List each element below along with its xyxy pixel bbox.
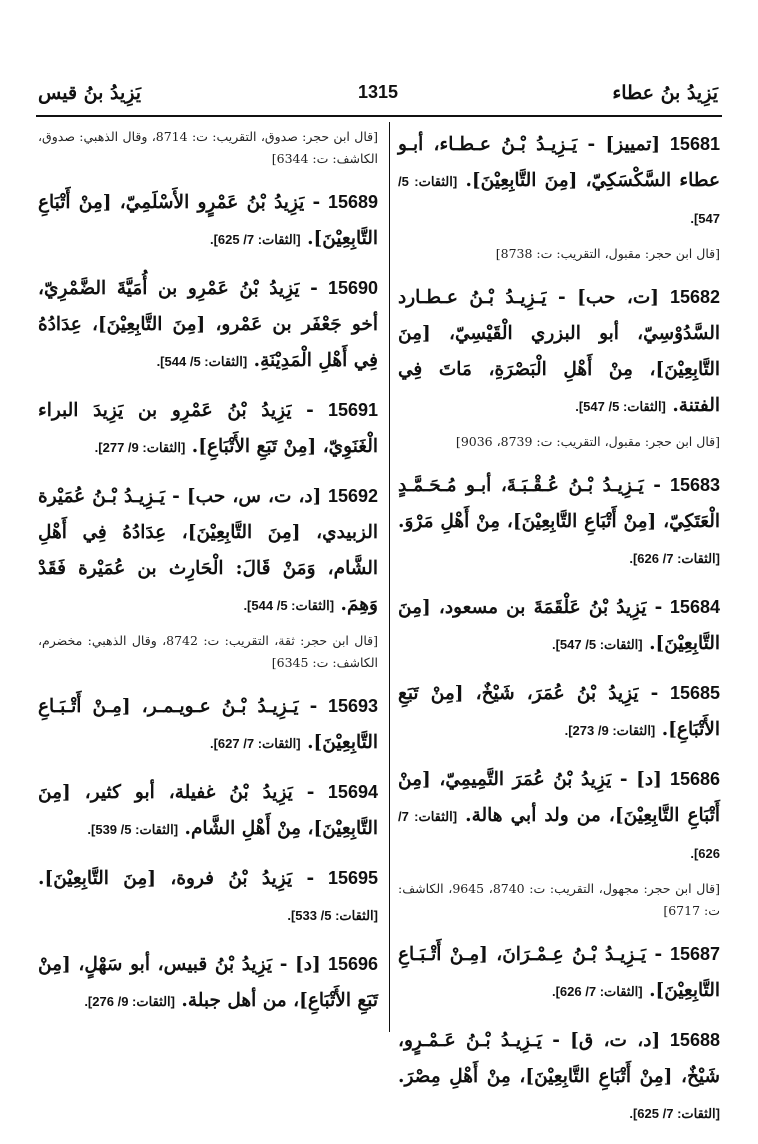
entry-number: 15695 — [327, 868, 378, 888]
entry-15695 — [38, 860, 378, 934]
entry-number: 15682 — [669, 287, 720, 307]
entry-reference: [الثقات: 5/ 547]. — [551, 637, 643, 652]
entry-footnote: [قال ابن حجر: ثقة، التقريب: ت: 8742، وقال الذهبي: مخضرم، الكاشف: ت: 6345] — [38, 633, 378, 670]
entry-reference: [الثقات: 5/ 539]. — [87, 822, 179, 837]
entry-text: - يَزِيدُ بْنُ فروة، [مِنَ التَّابِعِيْنَ]. — [38, 868, 315, 889]
entry-reference: [الثقات: 7/ 626]. — [629, 551, 720, 566]
entry-15694 — [38, 774, 378, 848]
entry-number: 15696 — [327, 954, 378, 974]
entry-reference: [الثقات: 7/ 626]. — [398, 809, 720, 861]
entry-reference: [الثقات: 9/ 277]. — [94, 440, 186, 455]
entry-15686 — [398, 761, 720, 922]
entry-number: 15688 — [669, 1030, 720, 1050]
entry-number: 15686 — [669, 769, 720, 789]
entry-text: [د] - يَزِيدُ بْنُ قبيس، أبو سَهْلٍ، [مِنْ تَبَعِ الأَتْبَاعِ]، من أهل جبلة. — [38, 954, 378, 1011]
entry-number: 15694 — [327, 782, 378, 802]
entry-text: - يَـزِيـدُ بْـنُ عِـمْـرَانَ، [مِـنْ أَتْـبَـاعِ التَّابِعِيْنَ]. — [398, 944, 720, 1001]
entry-number: 15691 — [327, 400, 378, 420]
entry-number: 15693 — [327, 696, 378, 716]
entry-footnote: [قال ابن حجر: مجهول، التقريب: ت: 8740، 9645، الكاشف: ت: 6717] — [398, 881, 720, 918]
entry-reference: [الثقات: 7/ 625]. — [629, 1106, 720, 1121]
left-column — [38, 126, 378, 1032]
entry-number: 15681 — [669, 134, 720, 154]
entry-reference: [الثقات: 9/ 273]. — [564, 723, 656, 738]
entry-text: - يَزِيدُ بْنُ غفيلة، أبو كثير، [مِنَ التَّابِعِيْنَ]، مِنْ أَهْلِ الشَّام. — [38, 782, 378, 839]
entry-number: 15684 — [669, 597, 720, 617]
page-number: 1315 — [357, 82, 399, 102]
running-title-left: يَزِيدُ بنُ قيس — [38, 82, 142, 104]
entry-text: - يَزِيدُ بْنُ عَمْرٍو الأَسْلَمِيّ، [مِنْ أَتْبَاعِ التَّابِعِيْنَ]. — [38, 192, 378, 249]
entry-text: [د، ت، س، حب] - يَـزِيـدُ بْـنُ عُمَيْرة الزبيدي، [مِنَ التَّابِعِيْنَ]، عِدَادُهُ فِي أَهْلِ الشَّام، وَمَنْ قَالَ: الْحَارِث بن عُمَيْرة فَقَدْ وَهِمَ. — [38, 486, 378, 615]
entry-15682 — [398, 279, 720, 453]
entry-15687 — [398, 936, 720, 1010]
entry-number: 15690 — [327, 278, 378, 298]
running-title-right: يَزِيدُ بنُ عطاء — [612, 82, 718, 104]
entry-reference: [الثقات: 5/ 544]. — [243, 598, 335, 613]
entry-text: - يَزِيدُ بْنُ عَلْقَمَةَ بن مسعود، [مِنَ التَّابِعِيْنَ]. — [398, 597, 720, 654]
entry-reference: [الثقات: 5/ 544]. — [156, 354, 248, 369]
entry-15683 — [398, 467, 720, 577]
entry-number: 15692 — [327, 486, 378, 506]
entry-footnote: [قال ابن حجر: مقبول، التقريب: ت: 8739، 9036] — [455, 434, 720, 449]
entry-15690 — [38, 270, 378, 380]
entry-number: 15685 — [669, 683, 720, 703]
entry-text: - يَزِيدُ بْنُ عَمْرِو بن أُمَيَّةَ الضَّمْرِيّ، أخو جَعْفَر بن عَمْرو، [مِنَ التَّابِعِيْنَ]، عِدَادُهُ فِي أَهْلِ الْمَدِيْنَةِ. — [38, 278, 378, 371]
entry-text: - يَزِيدُ بْنُ عُمَرَ، شَيْخٌ، [مِنْ تَبَعِ الأَتْبَاعِ]. — [398, 683, 720, 740]
entry-text: [ت، حب] - يَـزِيـدُ بْـنُ عـطـارد السَّدُوْسِيّ، أبو البزري الْقَيْسِيّ، [مِنَ التَّابِعِيْنَ]، مِنْ أَهْلِ الْبَصْرَةِ، مَاتَ فِي الفتنة. — [398, 287, 720, 416]
entry-15689 — [38, 184, 378, 258]
page-header — [38, 82, 718, 112]
entry-15691 — [38, 392, 378, 466]
entry-reference: [الثقات: 7/ 625]. — [209, 232, 301, 247]
entry-text: [د] - يَزِيدُ بْنُ عُمَرَ التَّمِيمِيّ، [مِنْ أَتْبَاعِ التَّابِعِيْنَ]، من ولد أبي هالة. — [398, 769, 720, 826]
entry-reference: [الثقات: 7/ 626]. — [551, 984, 643, 999]
right-column — [398, 126, 720, 1144]
column-separator — [389, 122, 390, 1032]
entry-reference: [الثقات: 5/ 547]. — [575, 399, 666, 414]
entry-15696 — [38, 946, 378, 1020]
entry-15693 — [38, 688, 378, 762]
entry-reference: [الثقات: 5/ 533]. — [287, 908, 378, 923]
entry-reference: [الثقات: 7/ 627]. — [209, 736, 301, 751]
entry-text: [د، ت، ق] - يَـزِيـدُ بْـنُ عَـمْـرٍو، شَيْخٌ، [مِنْ أَتْبَاعِ التَّابِعِيْنَ]، مِنْ أَهْلِ مِصْرَ. — [398, 1030, 720, 1087]
entry-footnote: [قال ابن حجر: مقبول، التقريب: ت: 8738] — [495, 246, 720, 261]
entry-number: 15687 — [669, 944, 720, 964]
entry-reference: [الثقات: 5/ 547]. — [398, 174, 720, 226]
entry-text: [تمييز] - يَـزِيـدُ بْـنُ عـطـاء، أبـو عطاء السَّكْسَكِيّ، [مِنَ التَّابِعِيْنَ]. — [398, 134, 720, 191]
entry-number: 15689 — [327, 192, 378, 212]
entry-15692 — [38, 478, 378, 674]
entry-text: - يَزِيدُ بْنُ عَمْرِو بن يَزِيدَ البراء الْغَنَوِيّ، [مِنْ تَبَعِ الأَتْبَاعِ]. — [38, 400, 378, 457]
entry-15681 — [398, 126, 720, 265]
entry-15684 — [398, 589, 720, 663]
entry-15688 — [398, 1022, 720, 1132]
entry-number: 15683 — [669, 475, 720, 495]
continued-footnote — [38, 126, 378, 170]
header-rule — [36, 115, 722, 117]
entry-reference: [الثقات: 9/ 276]. — [84, 994, 175, 1009]
entry-15685 — [398, 675, 720, 749]
entry-text: - يَـزِيـدُ بْـنُ عُـقْـبَـةَ، أبـو مُـحَـمَّـدٍ الْعَتَكِيّ، [مِنْ أَتْبَاعِ التَّابِعِيْنَ]، مِنْ أَهْلِ مَرْوَ. — [398, 475, 720, 532]
entry-text: - يَـزِيـدُ بْـنُ عـويـمـر، [مِـنْ أَتْـبَـاعِ التَّابِعِيْنَ]. — [38, 696, 378, 753]
entry-footnote: [قال ابن حجر: صدوق، التقريب: ت: 8714، وقال الذهبي: صدوق، الكاشف: ت: 6344] — [38, 129, 378, 166]
